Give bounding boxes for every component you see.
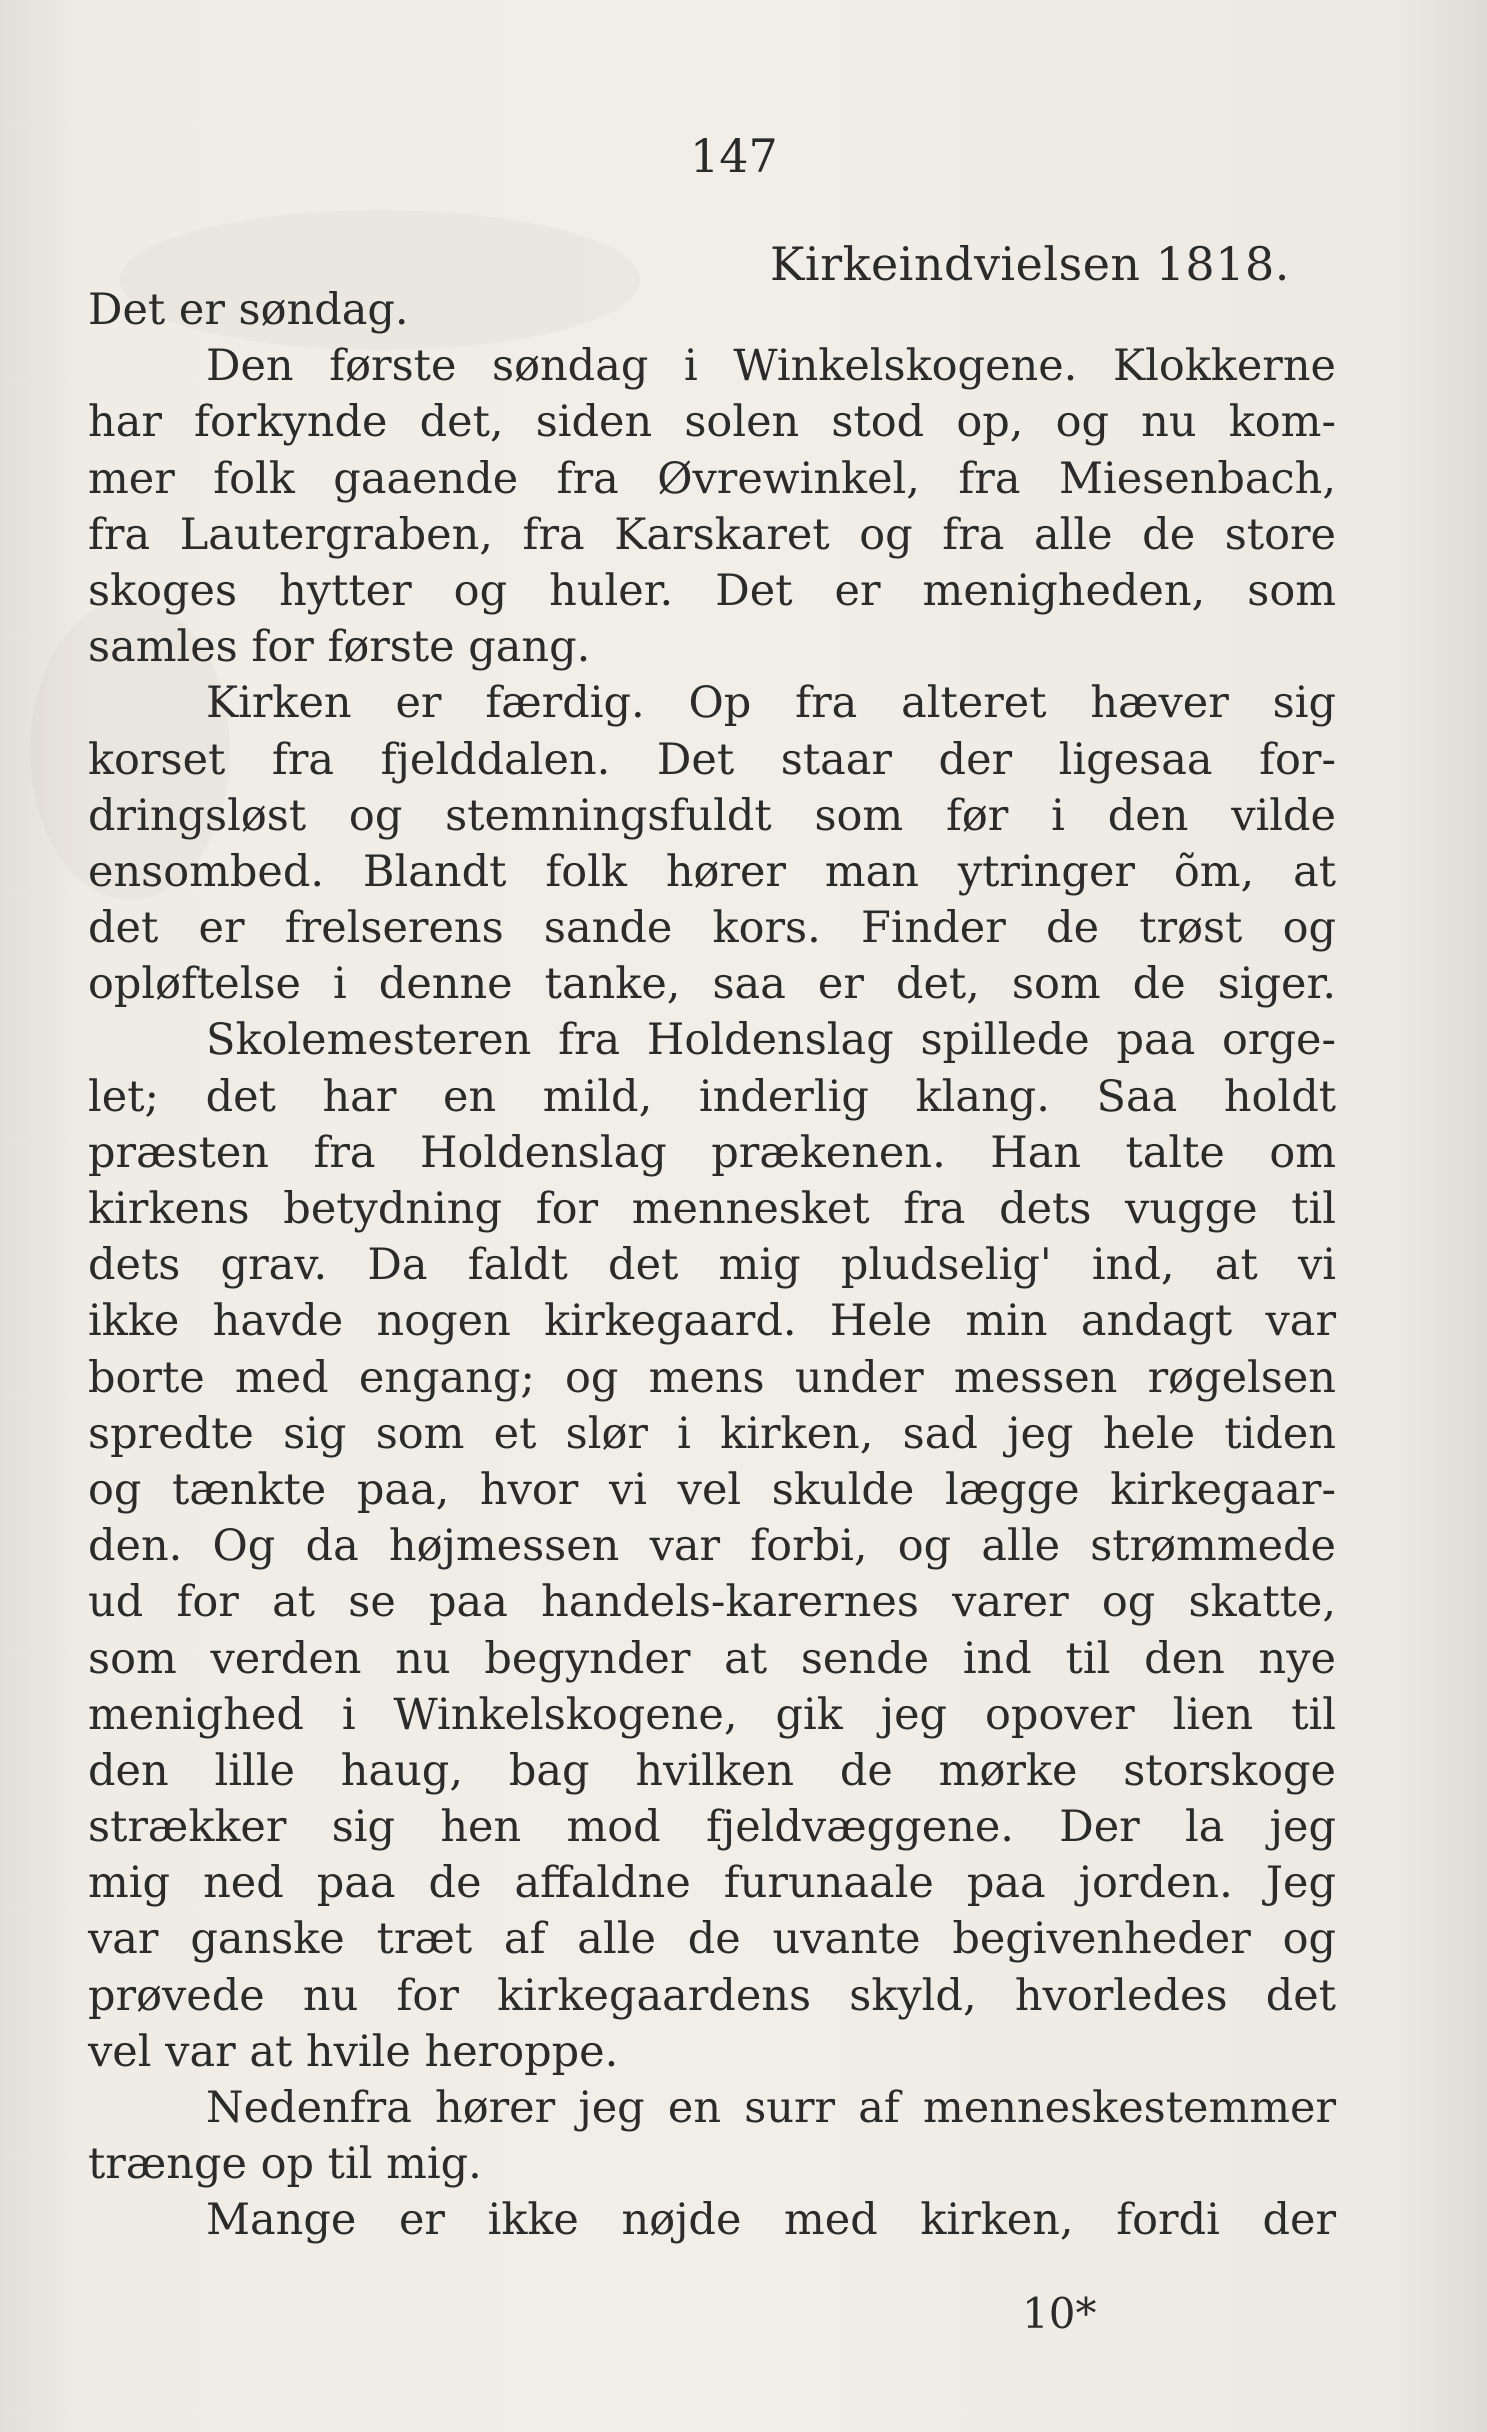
- text-line: vel var at hvile heroppe.: [88, 2026, 619, 2077]
- text-line: Det er søndag.: [88, 285, 409, 335]
- signature-mark: 10*: [1022, 2289, 1097, 2338]
- text-line: fra Lautergraben, fra Karskaret og fra alle de store: [88, 509, 1336, 560]
- text-line: ensombed. Blandt folk hører man ytringer õm, at: [88, 846, 1336, 897]
- text-line: spredte sig som et slør i kirken, sad jeg hele tiden: [88, 1408, 1336, 1459]
- text-line: kirkens betydning for mennesket fra dets vugge til: [88, 1184, 1336, 1234]
- text-line: borte med engang; og mens under messen røgelsen: [88, 1352, 1336, 1403]
- text-line: Den første søndag i Winkelskogene. Klokkerne: [206, 341, 1336, 392]
- text-line: korset fra fjelddalen. Det staar der ligesaa for-: [88, 734, 1336, 785]
- text-line: mer folk gaaende fra Øvrewinkel, fra Miesenbach,: [88, 453, 1336, 504]
- text-line: dets grav. Da faldt det mig pludselig' ind, at vi: [88, 1240, 1336, 1291]
- text-line: var ganske træt af alle de uvante begivenheder og: [88, 1914, 1336, 1965]
- text-line: og tænkte paa, hvor vi vel skulde lægge kirkegaar-: [88, 1464, 1336, 1515]
- text-line: ud for at se paa handels-karernes varer og skatte,: [88, 1577, 1336, 1628]
- text-line: den lille haug, bag hvilken de mørke storskoge: [88, 1745, 1336, 1796]
- text-line: samles for første gang.: [88, 622, 591, 673]
- text-line: let; det har en mild, inderlig klang. Saa holdt: [88, 1071, 1336, 1122]
- text-line: har forkynde det, siden solen stod op, og nu kom-: [88, 397, 1336, 448]
- text-line: ikke havde nogen kirkegaard. Hele min andagt var: [88, 1296, 1336, 1347]
- running-header: Kirkeindvielsen 1818.: [770, 237, 1290, 291]
- text-line: Kirken er færdig. Op fra alteret hæver sig: [206, 678, 1336, 729]
- text-line: strækker sig hen mod fjeldvæggene. Der la jeg: [88, 1802, 1336, 1853]
- text-line: det er frelserens sande kors. Finder de trøst og: [88, 903, 1336, 954]
- body-text: [88, 282, 1336, 2249]
- text-line: opløftelse i denne tanke, saa er det, som de siger.: [88, 959, 1336, 1010]
- text-line: prøvede nu for kirkegaardens skyld, hvorledes det: [88, 1970, 1336, 2021]
- text-line: Skolemesteren fra Holdenslag spillede paa orge-: [206, 1015, 1336, 1066]
- text-line: skoges hytter og huler. Det er menigheden, som: [88, 565, 1336, 616]
- text-line: Mange er ikke nøjde med kirken, fordi der: [206, 2195, 1336, 2246]
- text-line: præsten fra Holdenslag prækenen. Han talte om: [88, 1127, 1336, 1178]
- text-line: Nedenfra hører jeg en surr af menneskestemmer: [206, 2083, 1336, 2133]
- text-line: trænge op til mig.: [88, 2139, 482, 2190]
- text-line: mig ned paa de affaldne furunaale paa jorden. Jeg: [88, 1858, 1336, 1909]
- text-line: den. Og da højmessen var forbi, og alle strømmede: [88, 1521, 1336, 1572]
- text-line: dringsløst og stemningsfuldt som før i den vilde: [88, 790, 1336, 841]
- text-line: som verden nu begynder at sende ind til den nye: [88, 1633, 1336, 1684]
- text-line: menighed i Winkelskogene, gik jeg opover lien til: [88, 1689, 1336, 1740]
- page-number: 147: [690, 129, 778, 183]
